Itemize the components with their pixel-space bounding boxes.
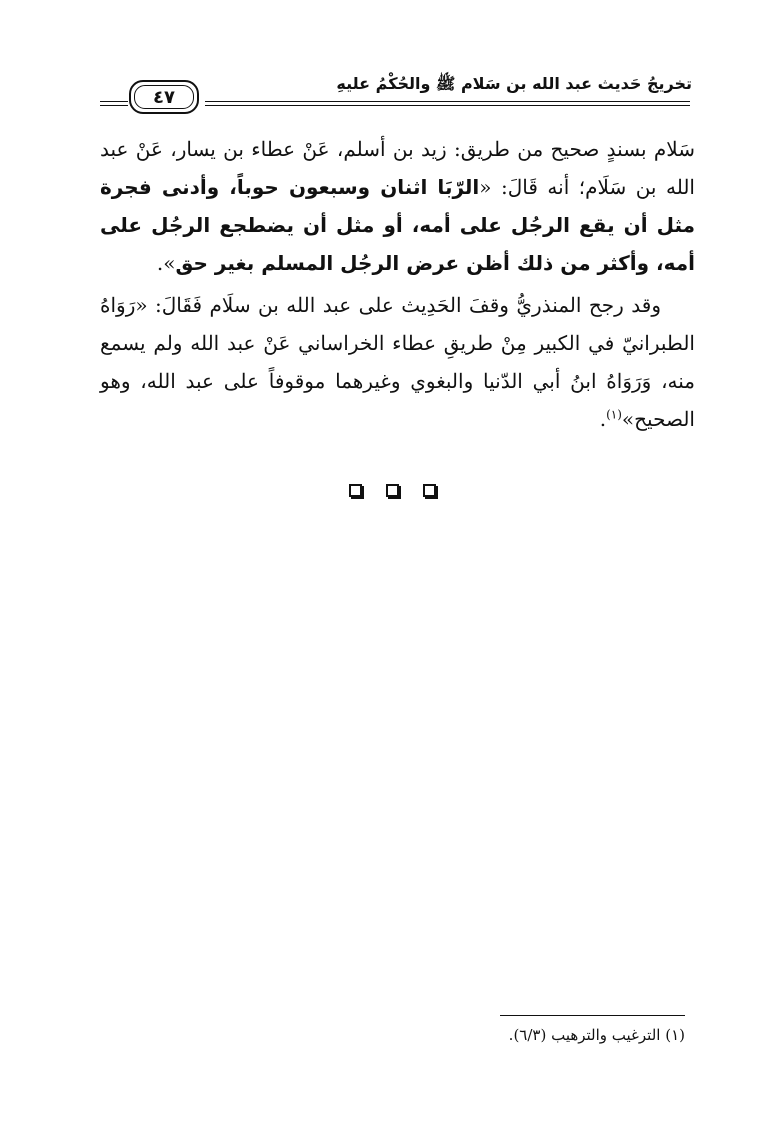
paragraph-1-intro: سَلام بسندٍ صحيح من طريق: زيد بن أسلم، عَنْ عطاء بن يسار، عَنْ عبد الله بن سَلَام؛ أنه قَالَ: « (100, 137, 695, 199)
hadith-quote: الرّبَا اثنان وسبعون حوباً، وأدنى فجرة مثل أن يقع الرجُل على أمه، أو مثل أن يضطجع الرجُل على أمه، وأكثر من ذلك أظن عرض الرجُل المسلم بغير حق (100, 175, 695, 275)
footnote-1: (١) الترغيب والترهيب (٦/٣). (508, 1026, 685, 1044)
paragraph-1 (100, 130, 695, 282)
main-text (100, 130, 695, 438)
paragraph-2 (100, 286, 695, 438)
paragraph-2-end: . (599, 407, 607, 431)
section-separator (0, 484, 784, 497)
square-ornament-icon (349, 484, 362, 497)
footnote-rule (500, 1015, 685, 1016)
running-header-title: تخريجُ حَديث عبد الله بن سَلام ﷺ والحُكْمُ عليهِ (336, 74, 692, 93)
page-number-frame (129, 80, 199, 114)
page-number: ٤٧ (134, 85, 194, 109)
square-ornament-icon (423, 484, 436, 497)
square-ornament-icon (386, 484, 399, 497)
header-left-rule (100, 101, 128, 106)
header-double-rule (205, 101, 690, 106)
quote-close: ». (156, 251, 176, 275)
footnote-marker[interactable]: (١) (606, 407, 622, 422)
paragraph-2-text: وقد رجح المنذريُّ وقفَ الحَدِيث على عبد الله بن سلَام فَقَالَ: «رَوَاهُ الطبرانيّ في الكبير مِنْ طريقِ عطاء الخراساني عَنْ عبد الله ولم يسمع منه، وَرَوَاهُ ابنُ أبي الدّنيا والبغوي وغيرهما موقوفاً على عبد الله، وهو الصحيح» (100, 293, 695, 431)
